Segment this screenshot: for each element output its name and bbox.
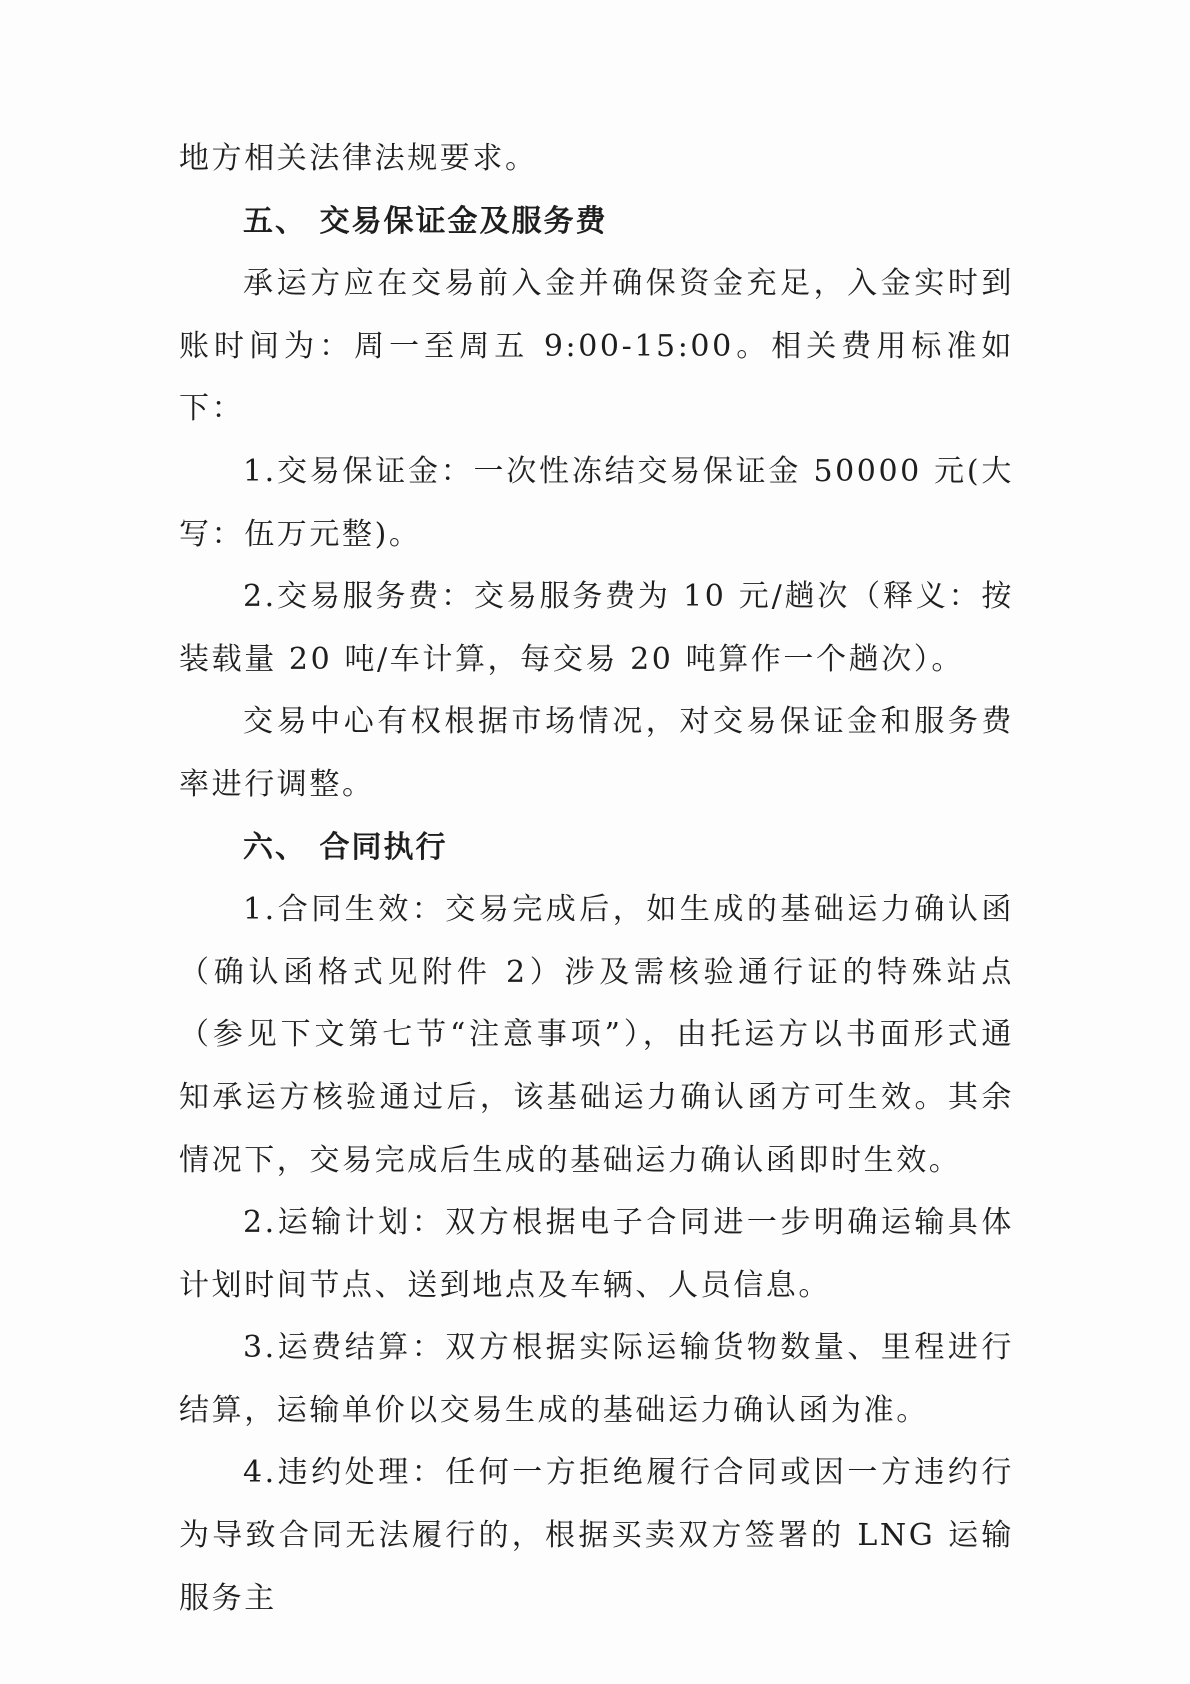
document-body	[179, 128, 1014, 1630]
paragraph-trading-deposit: 1.交易保证金：一次性冻结交易保证金 50000 元(大写：伍万元整)。	[179, 453, 1014, 552]
paragraph-rate-adjustment: 交易中心有权根据市场情况，对交易保证金和服务费率进行调整。	[179, 704, 1014, 802]
paragraph-contract-effective: 1.合同生效：交易完成后，如生成的基础运力确认函（确认函格式见附件 2）涉及需核验通行证的特殊站点（参见下文第七节“注意事项”），由托运方以书面形式通知承运方核验通过后，该基础运力确认函方可生效。其余情况下，交易完成后生成的基础运力确认函即时生效。	[179, 892, 1014, 1178]
paragraph-deposit-intro: 承运方应在交易前入金并确保资金充足，入金实时到账时间为：周一至周五 9:00-15:00。相关费用标准如下：	[179, 266, 1014, 427]
section-heading-deposit-and-fees: 五、 交易保证金及服务费	[243, 203, 608, 239]
paragraph-freight-settlement: 3.运费结算：双方根据实际运输货物数量、里程进行结算，运输单价以交易生成的基础运力确认函为准。	[179, 1330, 1014, 1428]
continued-paragraph: 地方相关法律法规要求。	[179, 141, 538, 176]
paragraph-breach-handling: 4.违约处理：任何一方拒绝履行合同或因一方违约行为导致合同无法履行的，根据买卖双方签署的 LNG 运输服务主	[179, 1455, 1014, 1616]
section-heading-contract-execution: 六、 合同执行	[243, 829, 448, 865]
paragraph-transport-plan: 2.运输计划：双方根据电子合同进一步明确运输具体计划时间节点、送到地点及车辆、人员信息。	[179, 1205, 1014, 1303]
paragraph-service-fee: 2.交易服务费：交易服务费为 10 元/趟次（释义：按装载量 20 吨/车计算，每交易 20 吨算作一个趟次）。	[179, 579, 1014, 677]
